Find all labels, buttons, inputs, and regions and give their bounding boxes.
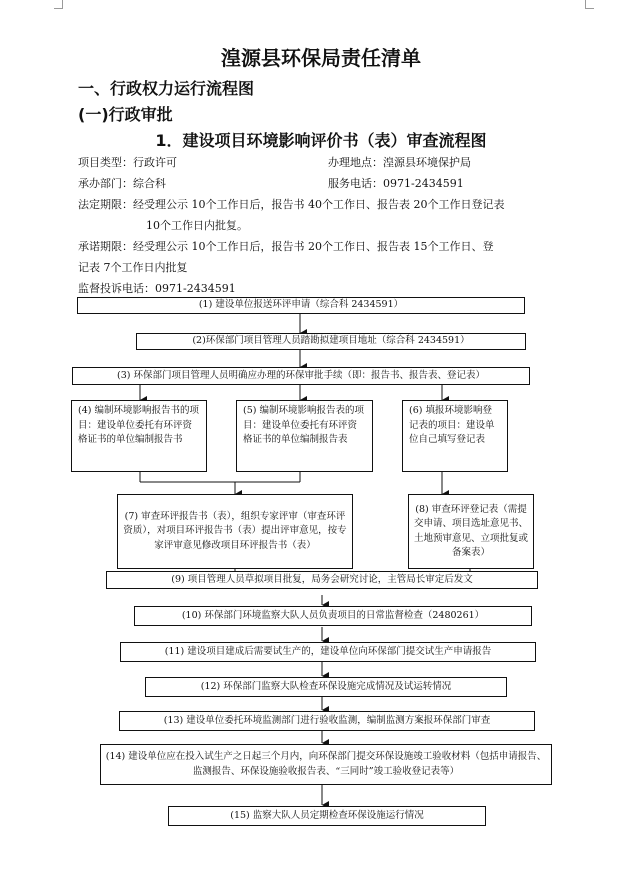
step-10-text: (10) 环保部门环境监察大队人员负责项目的日常监督检查（2480261） xyxy=(181,609,485,621)
legal-period-line2: 10个工作日内批复。 xyxy=(146,219,248,232)
step-1-text: (1) 建设单位报送环评申请（综合科 2434591） xyxy=(198,299,404,311)
promise-period-line1: 承诺期限：经受理公示 10个工作日后，报告书 20个工作日、报告表 15个工作日、登 xyxy=(78,240,494,253)
step-5-text: (5) 编制环境影响报告表的项目：建设单位委托有环评资格证书的单位编制报告表 xyxy=(243,405,364,445)
step-13-text: (13) 建设单位委托环境监测部门进行验收监测，编制监测方案报环保部门审查 xyxy=(163,714,491,726)
step-14-text: (14) 建设单位应在投入试生产之日起三个月内，向环保部门提交环保设施竣工验收材料（包括申请报告、监测报告、环保设施验收报告表、“三同时”竣工验收登记表等） xyxy=(105,751,547,777)
step-8-text: (8) 审查环评登记表（需提交申请、项目选址意见书、土地预审意见、立项批复或备案表） xyxy=(413,503,528,558)
step-7-text: (7) 审查环评报告书（表），组织专家评审（审查环评资质），对项目环评报告书（表）提出评审意见，按专家评审意见修改项目环评报告书（表） xyxy=(123,510,347,551)
step-3-text: (3) 环保部门项目管理人员明确应办理的环保审批手续（即：报告书、报告表、登记表） xyxy=(117,369,485,381)
promise-period-line2: 记表 7个工作日内批复 xyxy=(78,261,188,274)
step-11-text: (11) 建设项目建成后需要试生产的，建设单位向环保部门提交试生产申请报告 xyxy=(164,645,492,657)
step-4-text: (4) 编制环境影响报告书的项目：建设单位委托有环评资格证书的单位编制报告书 xyxy=(78,405,199,445)
flowchart-title: 1．建设项目环境影响评价书（表）审查流程图 xyxy=(155,131,487,150)
step-7-box xyxy=(117,494,353,569)
department: 承办部门：综合科 xyxy=(78,177,166,190)
step-14-box xyxy=(100,744,552,785)
step-5-box xyxy=(236,400,373,472)
location: 办理地点：湟源县环境保护局 xyxy=(328,156,471,169)
step-6-box xyxy=(402,400,508,472)
service-phone: 服务电话：0971-2434591 xyxy=(328,177,464,190)
step-11-box xyxy=(120,642,536,662)
step-15-text: (15) 监察大队人员定期检查环保设施运行情况 xyxy=(230,809,424,821)
step-3-box xyxy=(72,367,530,385)
step-4-box xyxy=(71,400,207,472)
step-1-box xyxy=(77,297,525,314)
step-12-box xyxy=(145,677,507,697)
step-2-text: (2)环保部门项目管理人员踏勘拟建项目地址（综合科 2434591） xyxy=(192,335,470,347)
section-heading-1: 一、行政权力运行流程图 xyxy=(78,79,255,98)
step-15-box xyxy=(168,806,486,826)
document-title: 湟源县环保局责任清单 xyxy=(221,46,421,70)
step-13-box xyxy=(119,711,535,731)
step-10-box xyxy=(134,606,532,626)
complaint-phone: 监督投诉电话：0971-2434591 xyxy=(78,282,236,295)
section-heading-2: (一)行政审批 xyxy=(78,105,173,124)
legal-period-line1: 法定期限：经受理公示 10个工作日后，报告书 40个工作日、报告表 20个工作日登记表 xyxy=(78,198,505,211)
project-type: 项目类型：行政许可 xyxy=(78,156,177,169)
step-9-box xyxy=(106,571,538,589)
step-12-text: (12) 环保部门监察大队检查环保设施完成情况及试运转情况 xyxy=(200,680,452,692)
step-9-text: (9) 项目管理人员草拟项目批复，局务会研究讨论，主管局长审定后发文 xyxy=(171,573,473,585)
step-6-text: (6) 填报环境影响登记表的项目：建设单位自己填写登记表 xyxy=(409,405,495,445)
step-8-box xyxy=(408,494,534,569)
step-2-box xyxy=(136,333,526,350)
